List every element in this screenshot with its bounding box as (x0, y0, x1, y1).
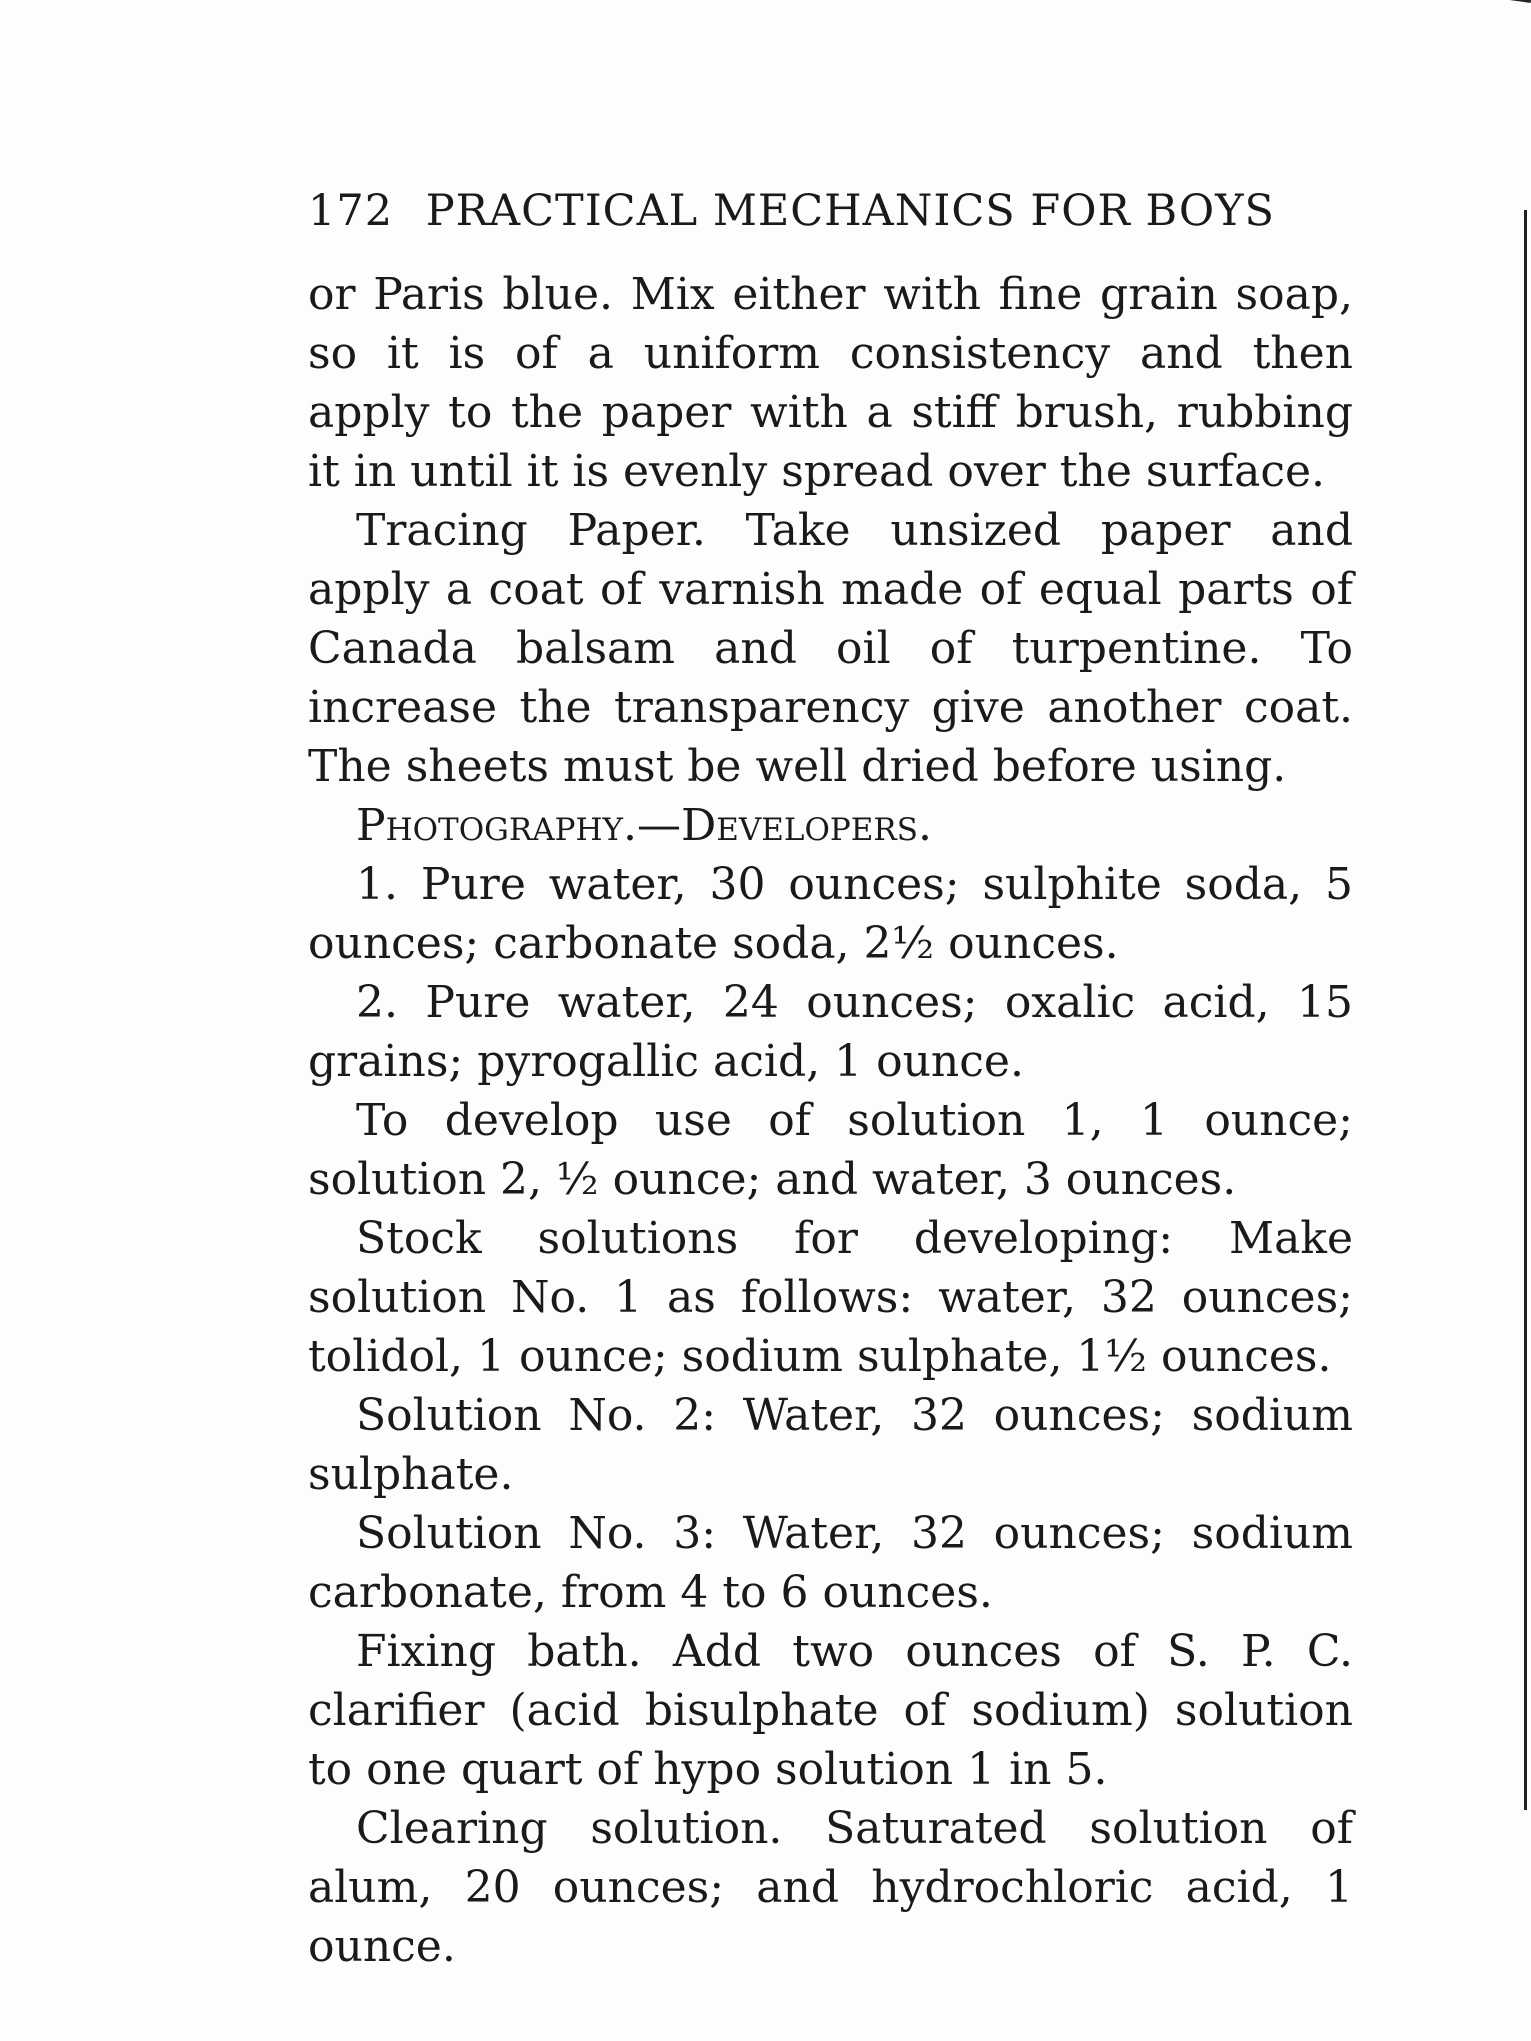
paragraph-develop-use: To develop use of solution 1, 1 ounce; solution 2, ½ ounce; and water, 3 ounces. (308, 1095, 1353, 1205)
book-title: PRACTICAL MECHANICS FOR BOYS (425, 186, 1275, 236)
page-number: 172 (308, 186, 394, 236)
paragraph-clearing-solution: Clearing solution. Saturated solution of alum, 20 ounces; and hydrochloric acid, 1 ounce. (308, 1803, 1353, 1972)
paragraph-developer-2: 2. Pure water, 24 ounces; oxalic acid, 15 grains; pyrogallic acid, 1 ounce. (308, 977, 1353, 1087)
section-heading-photography: Photography.—Developers. (356, 800, 932, 851)
page-edge-line (1524, 210, 1527, 1810)
paragraph-fixing-bath: Fixing bath. Add two ounces of S. P. C. clarifier (acid bisulphate of sodium) solution to one quart of hypo solution 1 in 5. (308, 1626, 1353, 1795)
running-head (308, 186, 1358, 236)
paragraph-continuation: or Paris blue. Mix either with fine grain soap, so it is of a uniform consistency and then apply to the paper with a stiff brush, rubbing it in until it is evenly spread over the surface. (308, 269, 1353, 497)
paragraph-tracing-paper: Tracing Paper. Take unsized paper and apply a coat of varnish made of equal parts of Canada balsam and oil of turpentine. To increase the transparency give another coat. The sheets must be well dried before using. (308, 505, 1353, 792)
paragraph-developer-1: 1. Pure water, 30 ounces; sulphite soda, 5 ounces; carbonate soda, 2½ ounces. (308, 859, 1353, 969)
scan-edge-mark (1505, 0, 1531, 3)
paragraph-stock-solutions: Stock solutions for developing: Make solution No. 1 as follows: water, 32 ounces; tolidol, 1 ounce; sodium sulphate, 1½ ounces. (308, 1213, 1353, 1382)
paragraph-solution-3: Solution No. 3: Water, 32 ounces; sodium carbonate, from 4 to 6 ounces. (308, 1508, 1353, 1618)
body-text (308, 265, 1353, 1976)
paragraph-solution-2: Solution No. 2: Water, 32 ounces; sodium sulphate. (308, 1390, 1353, 1500)
